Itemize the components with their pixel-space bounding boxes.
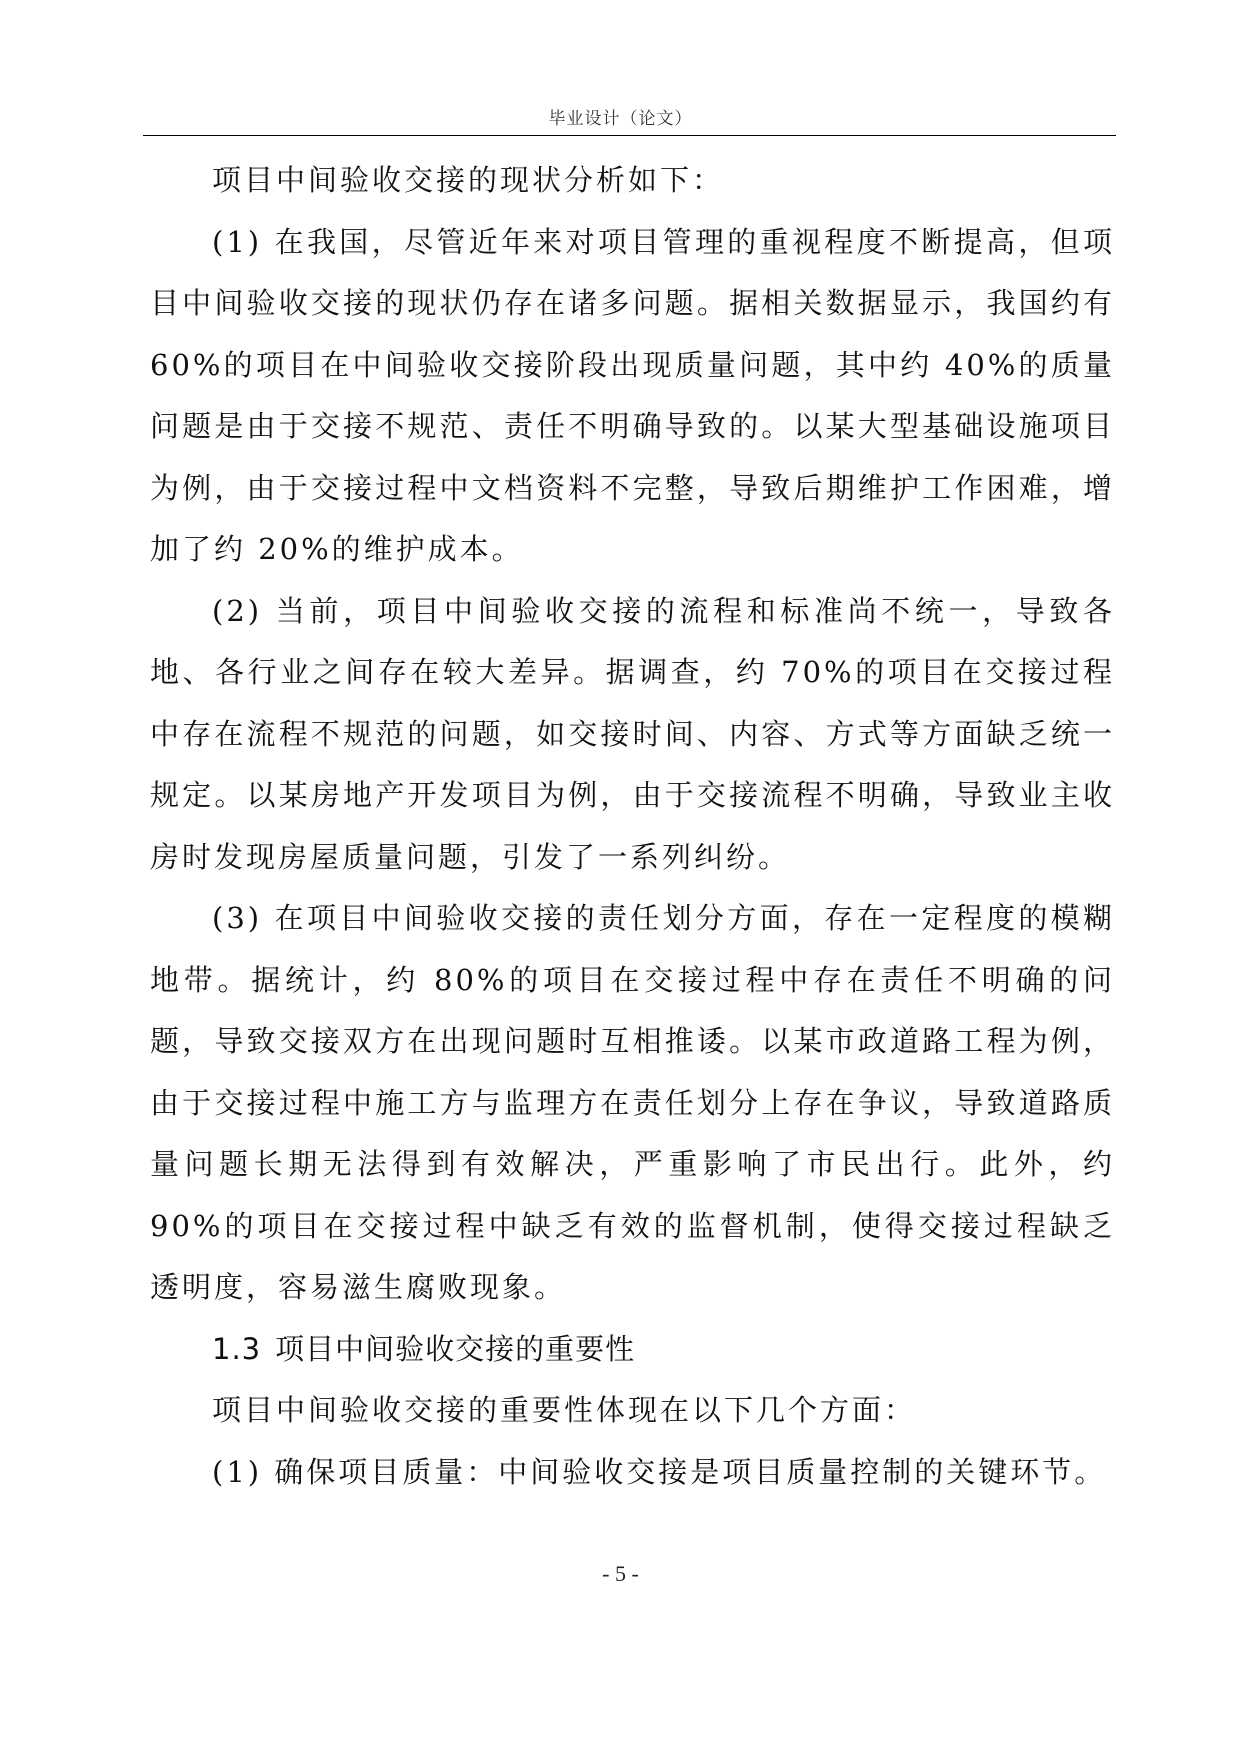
page-header-title: 毕业设计（论文） [548, 109, 693, 129]
header-divider [143, 135, 1116, 136]
page-body [150, 150, 1115, 1503]
section-title: 项目中间验收交接的重要性 [275, 1331, 636, 1366]
section-heading [150, 1319, 1115, 1381]
section-intro-paragraph: 项目中间验收交接的重要性体现在以下几个方面： [212, 1393, 917, 1427]
section-number: 1.3 [212, 1331, 262, 1366]
point-paragraph-3: (3) 在项目中间验收交接的责任划分方面，存在一定程度的模糊地带。据统计，约 80%的项目在交接过程中存在责任不明确的问题，导致交接双方在出现问题时互相推诿。以某市政道路工程为例，由于交接过程中施工方与监理方在责任划分上存在争议，导致道路质量问题长期无法得到有效解决，严重影响了市民出行。此外，约 90%的项目在交接过程中缺乏有效的监督机制，使得交接过程缺乏透明度，容易滋生腐败现象。 [150, 901, 1115, 1304]
point-paragraph-2: (2) 当前，项目中间验收交接的流程和标准尚不统一，导致各地、各行业之间存在较大差异。据调查，约 70%的项目在交接过程中存在流程不规范的问题，如交接时间、内容、方式等方面缺乏统一规定。以某房地产开发项目为例，由于交接流程不明确，导致业主收房时发现房屋质量问题，引发了一系列纠纷。 [150, 593, 1115, 874]
section-point-paragraph-1: (1) 确保项目质量：中间验收交接是项目质量控制的关键环节。 [212, 1454, 1107, 1489]
intro-paragraph: 项目中间验收交接的现状分析如下： [212, 163, 725, 197]
page-number: - 5 - [602, 1561, 639, 1586]
point-paragraph-1: (1) 在我国，尽管近年来对项目管理的重视程度不断提高，但项目中间验收交接的现状仍存在诸多问题。据相关数据显示，我国约有 60%的项目在中间验收交接阶段出现质量问题，其中约 40%的质量问题是由于交接不规范、责任不明确导致的。以某大型基础设施项目为例，由于交接过程中文档资料不完整，导致后期维护工作困难，增加了约 20%的维护成本。 [150, 224, 1115, 566]
